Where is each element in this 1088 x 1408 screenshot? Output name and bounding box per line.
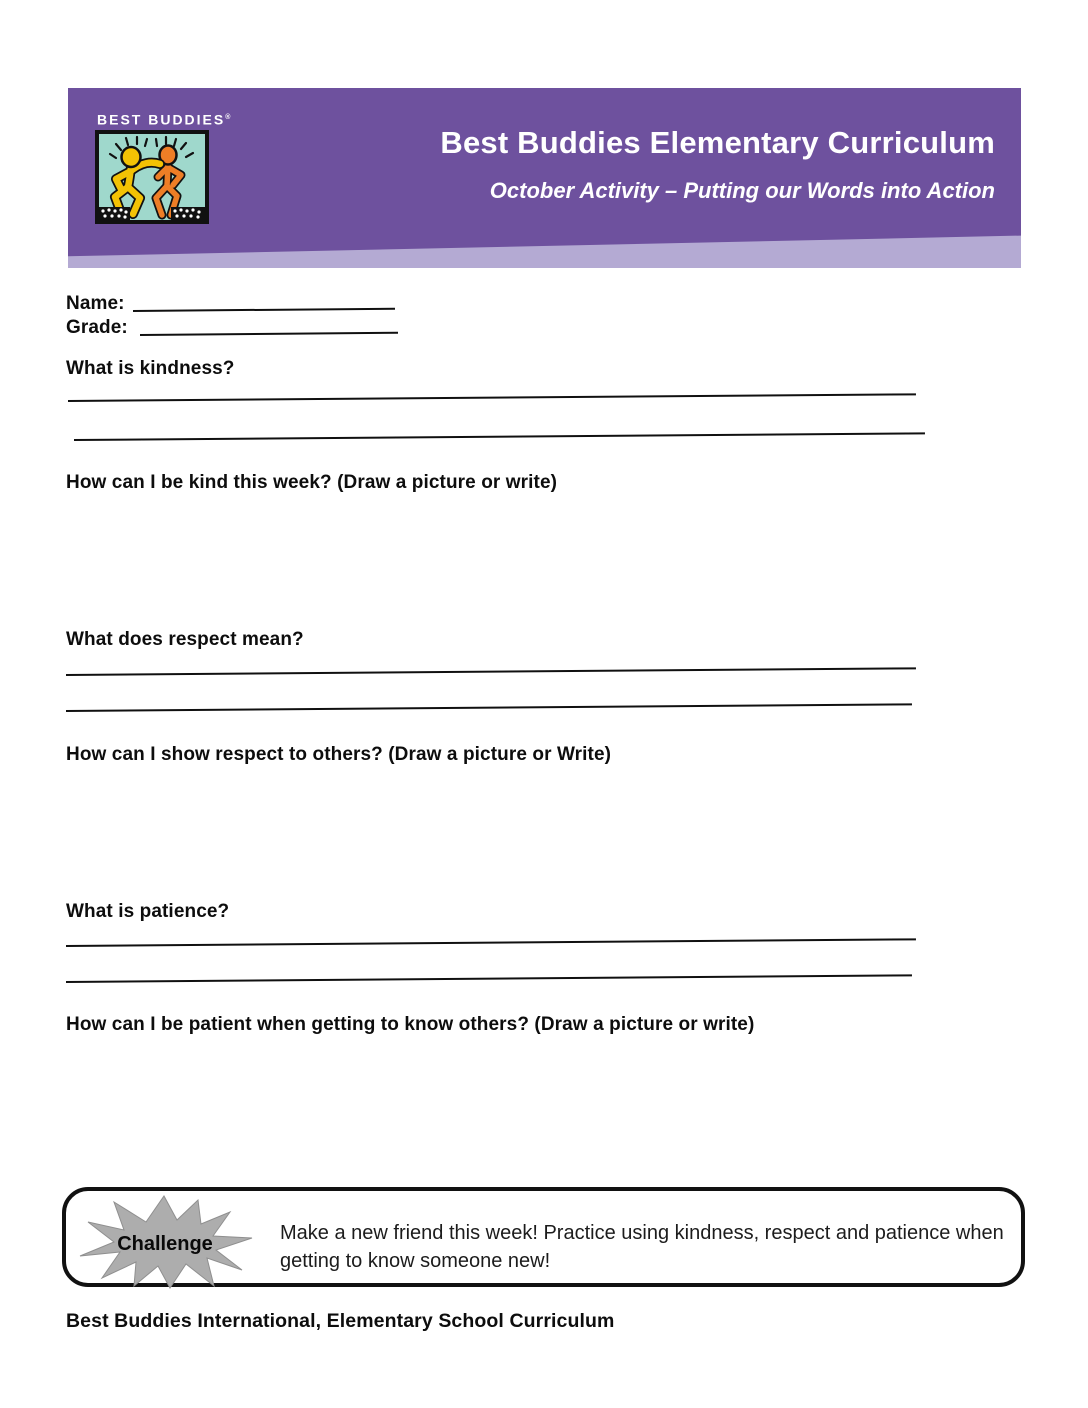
- question-kindness-label: What is kindness?: [66, 358, 235, 379]
- question-show-respect-label: How can I show respect to others? (Draw a picture or Write): [66, 744, 612, 765]
- header-banner: [68, 88, 1021, 268]
- logo-brand-label: BEST BUDDIES: [97, 111, 226, 128]
- question-kind-week-label: How can I be kind this week? (Draw a picture or write): [66, 472, 558, 493]
- registered-trademark-icon: ®: [225, 114, 231, 121]
- drawing-area-respect[interactable]: [66, 775, 1016, 890]
- challenge-text: Make a new friend this week! Practice using kindness, respect and patience when getting to know someone new!: [280, 1222, 1004, 1272]
- answer-line[interactable]: [66, 703, 912, 712]
- page-subtitle: October Activity – Putting our Words into Action: [489, 178, 995, 203]
- grade-input-line[interactable]: [140, 332, 398, 336]
- page-title: Best Buddies Elementary Curriculum: [440, 125, 995, 160]
- answer-line[interactable]: [74, 432, 925, 441]
- challenge-starburst: [74, 1193, 256, 1291]
- logo-brand-text: [95, 109, 231, 129]
- question-patience-label: What is patience?: [66, 901, 230, 922]
- best-buddies-logo: [95, 109, 231, 224]
- haring-figures-icon: [95, 130, 209, 224]
- challenge-badge-label: Challenge: [117, 1233, 213, 1255]
- answer-line[interactable]: [68, 393, 916, 402]
- answer-line[interactable]: [66, 974, 912, 983]
- name-label: Name:: [66, 293, 125, 314]
- challenge-box: [62, 1187, 1025, 1287]
- drawing-area-patience[interactable]: [66, 1045, 1016, 1170]
- answer-line[interactable]: [66, 667, 916, 676]
- answer-line[interactable]: [66, 938, 916, 947]
- drawing-area-kindness[interactable]: [66, 500, 1016, 620]
- footer-text: Best Buddies International, Elementary School Curriculum: [66, 1310, 615, 1332]
- question-respect-label: What does respect mean?: [66, 629, 304, 650]
- question-be-patient-label: How can I be patient when getting to know others? (Draw a picture or write): [66, 1014, 755, 1035]
- name-input-line[interactable]: [133, 308, 395, 312]
- grade-label: Grade:: [66, 317, 128, 338]
- banner-titles: [440, 126, 995, 203]
